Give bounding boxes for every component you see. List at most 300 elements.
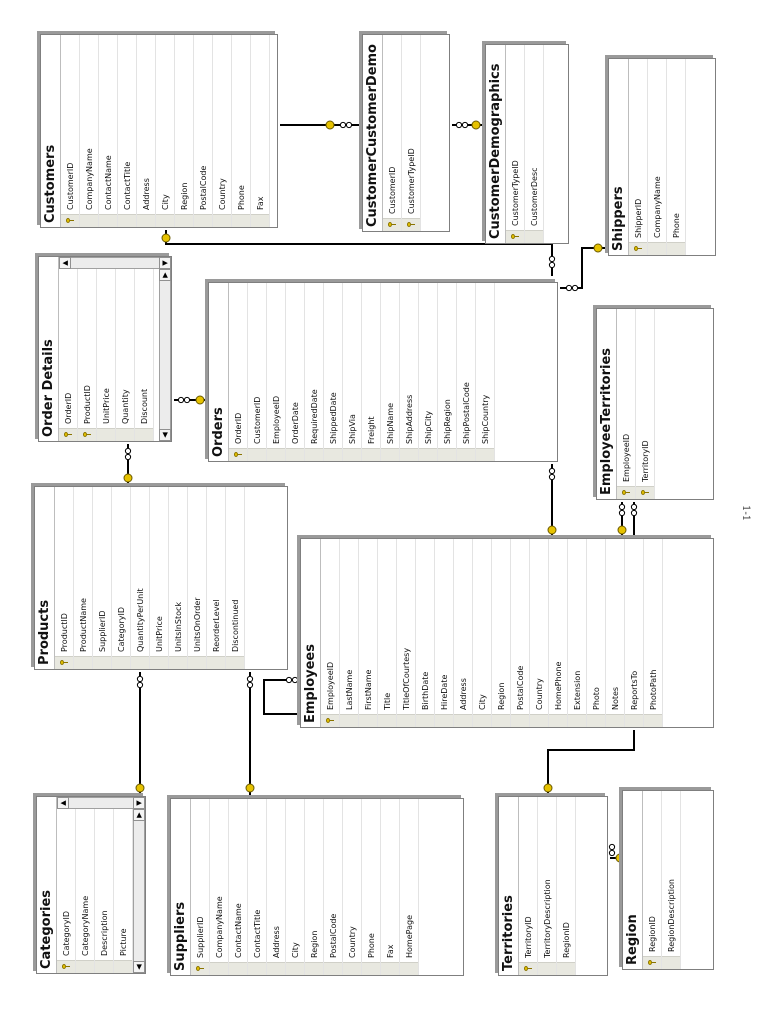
table-row[interactable]: [207, 487, 226, 669]
table-row[interactable]: [229, 799, 248, 975]
table-row[interactable]: [321, 539, 340, 727]
row-selector: [492, 714, 510, 727]
column-name: Discount: [139, 388, 149, 424]
table-title: Employees: [301, 539, 321, 727]
table-orderdetails[interactable]: [38, 256, 172, 442]
table-row[interactable]: [340, 539, 359, 727]
column-name: Phone: [236, 185, 246, 210]
column-name: TitleOfCourtesy: [401, 647, 411, 710]
table-row[interactable]: [59, 257, 78, 441]
column-name: Quantity: [120, 389, 130, 424]
scroll-down-icon[interactable]: ▼: [133, 797, 145, 809]
row-selector: [229, 448, 247, 461]
table-row[interactable]: [362, 283, 381, 461]
table-row[interactable]: [118, 35, 137, 227]
row-selector: [416, 714, 434, 727]
scroll-right-icon[interactable]: ▶: [159, 269, 171, 281]
table-title: Order Details: [39, 257, 59, 441]
column-name: Region: [309, 930, 319, 958]
table-title: EmployeeTerritories: [597, 309, 617, 499]
column-name: CategoryID: [61, 910, 71, 956]
scroll-left-icon[interactable]: ◀: [133, 961, 145, 973]
column-name: Country: [347, 926, 357, 958]
row-selector: [95, 960, 113, 973]
scroll-down-icon[interactable]: ▼: [159, 257, 171, 269]
row-selector: [114, 960, 132, 973]
row-selector: [286, 962, 304, 975]
table-row[interactable]: [454, 539, 473, 727]
table-row[interactable]: [625, 539, 644, 727]
table-row[interactable]: [324, 799, 343, 975]
row-selector: [194, 214, 212, 227]
primary-key-icon: [64, 432, 72, 439]
row-selector: [644, 714, 662, 727]
column-name: Notes: [610, 686, 620, 710]
relationship-key-icon: [472, 121, 480, 129]
column-name: FirstName: [363, 669, 373, 710]
row-selector: [557, 962, 575, 975]
table-row[interactable]: [116, 257, 135, 441]
row-selector: [118, 214, 136, 227]
relationship-many-icon: [549, 256, 554, 267]
table-employeeterritories[interactable]: [596, 308, 714, 500]
table-row[interactable]: [150, 487, 169, 669]
row-selector: [402, 218, 420, 231]
row-selector: [207, 656, 225, 669]
table-orders[interactable]: [208, 282, 558, 462]
table-customerdemographics[interactable]: [485, 44, 569, 244]
column-name: EmployeeID: [271, 395, 281, 444]
row-selector: [473, 714, 491, 727]
table-row[interactable]: [210, 799, 229, 975]
table-row[interactable]: [617, 309, 636, 499]
relationship-many-icon: [619, 504, 624, 515]
row-selector: [267, 962, 285, 975]
row-selector: [381, 962, 399, 975]
row-selector: [169, 656, 187, 669]
table-row[interactable]: [667, 59, 686, 255]
column-name: CustomerID: [65, 162, 75, 210]
primary-key-icon: [634, 246, 642, 253]
table-row[interactable]: [587, 539, 606, 727]
row-selector: [131, 656, 149, 669]
column-name: PhotoPath: [648, 669, 658, 710]
table-suppliers[interactable]: [170, 798, 464, 976]
table-row[interactable]: [156, 35, 175, 227]
table-row[interactable]: [131, 487, 150, 669]
relationship-key-icon: [162, 234, 170, 242]
row-selector: [150, 656, 168, 669]
row-selector: [55, 656, 73, 669]
table-row[interactable]: [213, 35, 232, 227]
row-selector: [435, 714, 453, 727]
link-territories-empterr[interactable]: [548, 730, 634, 794]
column-name: OrderID: [63, 392, 73, 424]
table-row[interactable]: [381, 283, 400, 461]
relationship-many-icon: [178, 397, 189, 402]
table-title: Orders: [209, 283, 229, 461]
row-selector: [112, 656, 130, 669]
row-selector: [530, 714, 548, 727]
table-row[interactable]: [416, 539, 435, 727]
relationship-many-icon: [456, 122, 467, 127]
table-row[interactable]: [419, 283, 438, 461]
relationship-many-icon: [340, 122, 351, 127]
table-row[interactable]: [95, 797, 114, 973]
column-name: ProductID: [59, 613, 69, 652]
column-name: Phone: [366, 933, 376, 958]
row-selector: [305, 448, 323, 461]
table-row[interactable]: [93, 487, 112, 669]
row-selector: [99, 214, 117, 227]
row-selector: [362, 962, 380, 975]
column-name: ProductID: [82, 385, 92, 424]
row-selector: [648, 242, 666, 255]
table-row[interactable]: [112, 487, 131, 669]
table-row[interactable]: [662, 791, 681, 969]
row-selector: [549, 714, 567, 727]
row-selector: [538, 962, 556, 975]
table-territories[interactable]: [498, 796, 608, 976]
table-row[interactable]: [232, 35, 251, 227]
column-name: LastName: [344, 669, 354, 710]
link-shippers-orders[interactable]: [560, 248, 606, 288]
row-selector: [617, 486, 635, 499]
table-customercustomerdemo[interactable]: [362, 34, 450, 232]
column-name: Fax: [385, 944, 395, 958]
table-row[interactable]: [248, 799, 267, 975]
table-row[interactable]: [248, 283, 267, 461]
row-selector: [667, 242, 685, 255]
primary-key-icon: [622, 490, 630, 497]
relationship-many-icon: [137, 676, 142, 687]
table-customers[interactable]: [40, 34, 278, 228]
column-name: ShipAddress: [404, 394, 414, 444]
column-name: City: [160, 194, 170, 210]
column-name: Discontinued: [230, 599, 240, 652]
table-row[interactable]: [97, 257, 116, 441]
row-selector: [305, 962, 323, 975]
table-row[interactable]: [435, 539, 454, 727]
row-selector: [625, 714, 643, 727]
table-row[interactable]: [286, 799, 305, 975]
column-name: HomePage: [404, 915, 414, 958]
column-name: Phone: [671, 213, 681, 238]
table-row[interactable]: [438, 283, 457, 461]
row-selector: [156, 214, 174, 227]
row-selector: [359, 714, 377, 727]
relationship-key-icon: [196, 396, 204, 404]
column-name: City: [290, 942, 300, 958]
relationship-key-icon: [326, 121, 334, 129]
column-name: PostalCode: [328, 913, 338, 958]
row-selector: [643, 956, 661, 969]
row-selector: [343, 448, 361, 461]
row-selector: [80, 214, 98, 227]
table-row[interactable]: [606, 539, 625, 727]
table-row[interactable]: [99, 35, 118, 227]
table-row[interactable]: [549, 539, 568, 727]
row-selector: [251, 214, 269, 227]
row-selector: [324, 962, 342, 975]
table-title: CustomerDemographics: [486, 45, 506, 243]
row-selector: [188, 656, 206, 669]
row-selector: [191, 962, 209, 975]
table-row[interactable]: [538, 797, 557, 975]
column-name: TerritoryID: [523, 916, 533, 958]
relationship-key-icon: [618, 526, 626, 534]
relationship-key-icon: [124, 474, 132, 482]
table-row[interactable]: [114, 797, 133, 973]
table-row[interactable]: [61, 35, 80, 227]
table-row[interactable]: [194, 35, 213, 227]
column-name: Country: [534, 678, 544, 710]
column-name: ShipVia: [347, 414, 357, 444]
row-selector: [97, 428, 115, 441]
column-name: RegionDescription: [666, 879, 676, 952]
row-selector: [74, 656, 92, 669]
row-selector: [286, 448, 304, 461]
row-selector: [59, 428, 77, 441]
column-name: Region: [496, 682, 506, 710]
table-row[interactable]: [359, 539, 378, 727]
table-row[interactable]: [343, 283, 362, 461]
column-name: CustomerTypeID: [406, 148, 416, 214]
row-selector: [343, 962, 361, 975]
relationship-many-icon: [549, 468, 554, 479]
table-row[interactable]: [286, 283, 305, 461]
primary-key-icon: [196, 966, 204, 973]
table-row[interactable]: [226, 487, 245, 669]
column-name: PostalCode: [198, 165, 208, 210]
table-row[interactable]: [397, 539, 416, 727]
table-row[interactable]: [343, 799, 362, 975]
primary-key-icon: [60, 660, 68, 667]
table-title: Customers: [41, 35, 61, 227]
table-row[interactable]: [55, 487, 74, 669]
row-selector: [175, 214, 193, 227]
column-name: SupplierID: [97, 610, 107, 652]
column-name: CompanyName: [652, 176, 662, 238]
table-title: Shippers: [609, 59, 629, 255]
relationship-many-icon: [566, 285, 577, 290]
table-title: Products: [35, 487, 55, 669]
relationship-many-icon: [247, 676, 252, 687]
column-name: ShipRegion: [442, 399, 452, 444]
column-name: City: [477, 694, 487, 710]
column-name: ReorderLevel: [211, 599, 221, 652]
table-row[interactable]: [644, 539, 663, 727]
scroll-up-icon[interactable]: ▲: [59, 257, 71, 269]
relationship-key-icon: [544, 784, 552, 792]
column-name: ShipCity: [423, 410, 433, 444]
horizontal-scrollbar[interactable]: [159, 269, 171, 441]
column-name: EmployeeID: [325, 661, 335, 710]
column-name: UnitsOnOrder: [192, 597, 202, 652]
row-selector: [511, 714, 529, 727]
table-row[interactable]: [568, 539, 587, 727]
table-row[interactable]: [530, 539, 549, 727]
row-selector: [229, 962, 247, 975]
row-selector: [438, 448, 456, 461]
column-name: ContactName: [103, 155, 113, 210]
table-row[interactable]: [267, 799, 286, 975]
table-categories[interactable]: [36, 796, 146, 974]
table-row[interactable]: [506, 45, 525, 243]
column-name: TerritoryID: [640, 440, 650, 482]
column-name: OrderDate: [290, 402, 300, 444]
row-selector: [116, 428, 134, 441]
column-name: ShipName: [385, 402, 395, 444]
table-row[interactable]: [57, 797, 76, 973]
column-name: RegionID: [561, 922, 571, 958]
column-name: SupplierID: [195, 916, 205, 958]
row-selector: [457, 448, 475, 461]
row-selector: [381, 448, 399, 461]
horizontal-scrollbar[interactable]: [133, 809, 145, 973]
table-row[interactable]: [137, 35, 156, 227]
link-employees-self[interactable]: [264, 680, 298, 714]
table-row[interactable]: [251, 35, 270, 227]
row-selector: [383, 218, 401, 231]
table-title: Suppliers: [171, 799, 191, 975]
table-row[interactable]: [636, 309, 655, 499]
relationship-key-icon: [548, 526, 556, 534]
scroll-left-icon[interactable]: ◀: [159, 429, 171, 441]
table-row[interactable]: [476, 283, 495, 461]
table-row[interactable]: [175, 35, 194, 227]
column-name: CustomerID: [387, 166, 397, 214]
row-selector: [397, 714, 415, 727]
column-name: CustomerDesc: [529, 167, 539, 226]
row-selector: [568, 714, 586, 727]
row-selector: [476, 448, 494, 461]
row-selector: [78, 428, 96, 441]
table-row[interactable]: [135, 257, 154, 441]
table-row[interactable]: [511, 539, 530, 727]
row-selector: [324, 448, 342, 461]
table-row[interactable]: [473, 539, 492, 727]
primary-key-icon: [388, 222, 396, 229]
table-row[interactable]: [80, 35, 99, 227]
column-name: Fax: [255, 196, 265, 210]
table-row[interactable]: [381, 799, 400, 975]
table-row[interactable]: [519, 797, 538, 975]
column-name: CustomerID: [252, 396, 262, 444]
table-title: Region: [623, 791, 643, 969]
table-row[interactable]: [74, 487, 93, 669]
column-name: ShippedDate: [328, 392, 338, 444]
table-row[interactable]: [629, 59, 648, 255]
table-row[interactable]: [305, 799, 324, 975]
column-name: PostalCode: [515, 665, 525, 710]
table-row[interactable]: [400, 283, 419, 461]
table-row[interactable]: [378, 539, 397, 727]
table-row[interactable]: [557, 797, 576, 975]
column-name: CategoryName: [80, 895, 90, 956]
primary-key-icon: [62, 964, 70, 971]
table-row[interactable]: [229, 283, 248, 461]
table-row[interactable]: [400, 799, 419, 975]
scroll-up-icon[interactable]: ▲: [57, 797, 69, 809]
primary-key-icon: [234, 452, 242, 459]
row-selector: [57, 960, 75, 973]
row-selector: [340, 714, 358, 727]
table-row[interactable]: [402, 35, 421, 231]
column-name: CategoryID: [116, 606, 126, 652]
table-row[interactable]: [191, 799, 210, 975]
relationship-many-icon: [631, 504, 636, 515]
primary-key-icon: [524, 966, 532, 973]
table-employees[interactable]: [300, 538, 714, 728]
table-row[interactable]: [324, 283, 343, 461]
page-number: 1-1: [740, 505, 751, 522]
column-name: Photo: [591, 687, 601, 710]
table-row[interactable]: [169, 487, 188, 669]
primary-key-icon: [326, 718, 334, 725]
column-name: UnitPrice: [101, 388, 111, 424]
row-selector: [76, 960, 94, 973]
row-selector: [232, 214, 250, 227]
table-row[interactable]: [457, 283, 476, 461]
row-selector: [248, 962, 266, 975]
table-products[interactable]: [34, 486, 288, 670]
row-selector: [267, 448, 285, 461]
column-name: ReportsTo: [629, 670, 639, 710]
vertical-scrollbar[interactable]: [59, 257, 171, 269]
column-name: CustomerTypeID: [510, 160, 520, 226]
table-row[interactable]: [267, 283, 286, 461]
column-name: QuantityPerUnit: [135, 588, 145, 652]
table-row[interactable]: [188, 487, 207, 669]
vertical-scrollbar[interactable]: [57, 797, 145, 809]
table-row[interactable]: [648, 59, 667, 255]
row-selector: [506, 230, 524, 243]
column-name: CompanyName: [84, 148, 94, 210]
column-name: UnitsInStock: [173, 601, 183, 652]
row-selector: [248, 448, 266, 461]
table-row[interactable]: [305, 283, 324, 461]
table-shippers[interactable]: [608, 58, 716, 256]
primary-key-icon: [641, 490, 649, 497]
table-row[interactable]: [643, 791, 662, 969]
row-selector: [93, 656, 111, 669]
row-selector: [135, 428, 153, 441]
row-selector: [662, 956, 680, 969]
column-name: HireDate: [439, 674, 449, 710]
relationship-key-icon: [136, 784, 144, 792]
primary-key-icon: [648, 960, 656, 967]
table-row[interactable]: [78, 257, 97, 441]
column-name: ShipCountry: [480, 394, 490, 444]
row-selector: [525, 230, 543, 243]
table-row[interactable]: [362, 799, 381, 975]
table-row[interactable]: [76, 797, 95, 973]
row-selector: [226, 656, 244, 669]
table-region[interactable]: [622, 790, 714, 970]
table-title: Territories: [499, 797, 519, 975]
column-name: ProductName: [78, 598, 88, 652]
column-name: Address: [141, 178, 151, 210]
row-selector: [400, 962, 418, 975]
table-row[interactable]: [525, 45, 544, 243]
column-name: ContactTitle: [252, 909, 262, 958]
table-row[interactable]: [492, 539, 511, 727]
scroll-right-icon[interactable]: ▶: [133, 809, 145, 821]
table-row[interactable]: [383, 35, 402, 231]
row-selector: [636, 486, 654, 499]
row-selector: [210, 962, 228, 975]
